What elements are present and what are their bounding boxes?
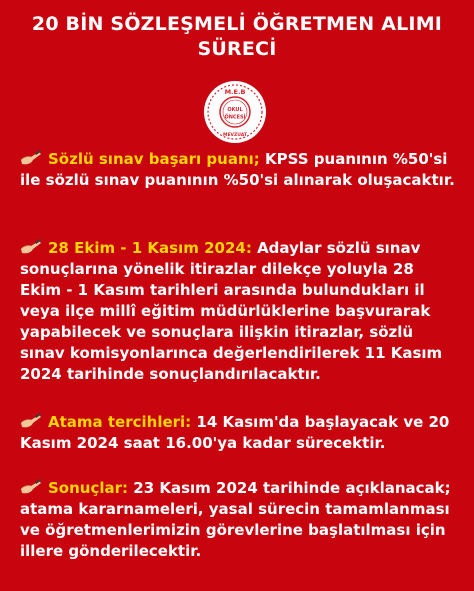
logo-text-mevzuat: MEVZUAT xyxy=(222,133,248,138)
section-body: 23 Kasım 2024 tarihinde açıklanacak; atama kararnameleri, yasal sürecin tamamlanması ve öğretmenlerimizin görevlerine başlatılması için illere gönderilecektir. xyxy=(20,479,451,560)
section-atama-tercihleri xyxy=(20,412,460,454)
section-body: Adaylar sözlü sınav sonuçlarına yönelik itirazlar dilekçe yoluyla 28 Ekim - 1 Kasım tarihleri arasında bulundukları il veya ilçe millî eğitim müdürlüklerine başvurarak yapabilecek ve sonuçlara ilişkin itirazlar, sözlü sınav komisyonlarınca değerlendirilerek 11 Kasım 2024 tarihinde sonuçlandırılacaktır. xyxy=(20,239,443,383)
meb-logo xyxy=(203,80,267,144)
title-line-1: 20 BİN SÖZLEŞMELİ ÖĞRETMEN ALIMI xyxy=(31,13,443,35)
section-heading: Sonuçlar: xyxy=(48,479,129,497)
logo-text-oncesi: ÖNCESİ xyxy=(224,114,246,121)
section-sonuclar xyxy=(20,478,460,562)
section-body: KPSS puanının %50'si ile sözlü sınav puanının %50'si alınarak oluşacaktır. xyxy=(20,150,455,189)
writing-hand-icon xyxy=(20,239,42,255)
writing-hand-icon xyxy=(20,413,42,429)
page-title xyxy=(0,12,474,62)
title-line-2: SÜRECİ xyxy=(197,38,277,60)
section-itiraz xyxy=(20,238,460,385)
writing-hand-icon xyxy=(20,150,42,166)
section-heading: 28 Ekim - 1 Kasım 2024: xyxy=(48,239,252,257)
section-heading: Atama tercihleri: xyxy=(48,413,192,431)
section-heading: Sözlü sınav başarı puanı; xyxy=(48,150,260,168)
logo-text-meb: M.E.B xyxy=(224,88,246,96)
logo-text-okul: OKUL xyxy=(227,107,243,113)
section-body: 14 Kasım'da başlayacak ve 20 Kasım 2024 saat 16.00'ya kadar sürecektir. xyxy=(20,413,450,452)
writing-hand-icon xyxy=(20,479,42,495)
section-sozlu-sinav xyxy=(20,149,460,191)
